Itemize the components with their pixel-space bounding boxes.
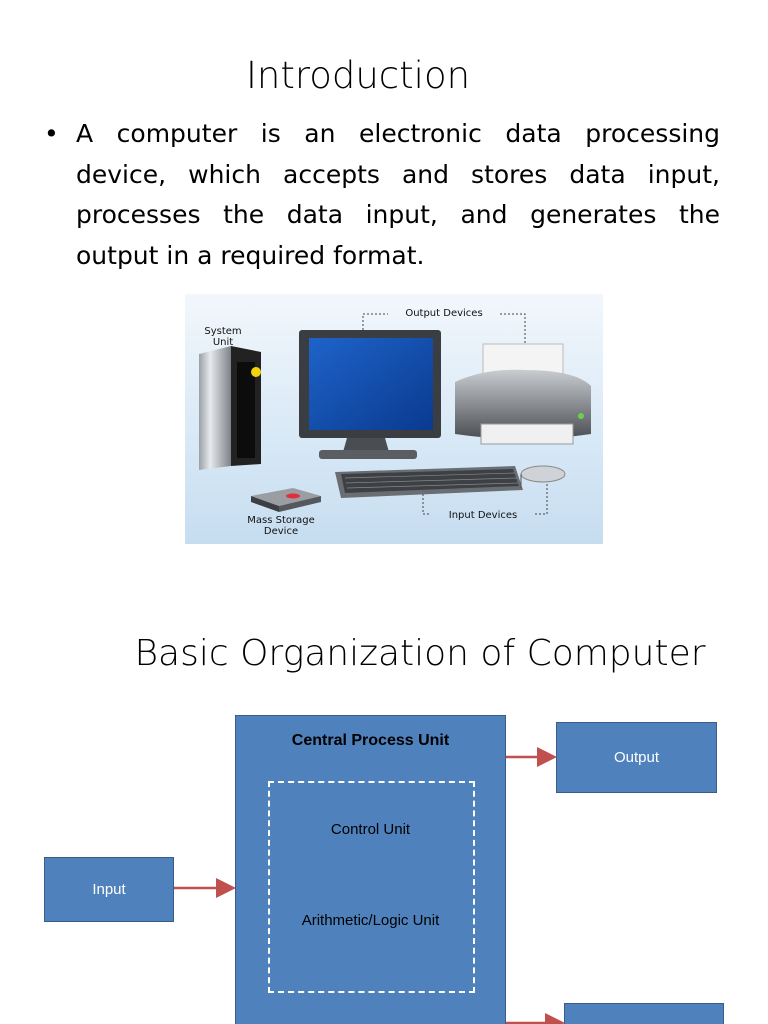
lower-box — [564, 1003, 724, 1024]
bullet-item — [44, 114, 720, 276]
cpu-title: Central Process Unit — [291, 732, 450, 749]
keyboard-icon — [335, 466, 523, 498]
system-unit-label-line1: System — [204, 326, 242, 337]
slide-basic-organization — [0, 585, 768, 1024]
alu-label: Arithmetic/Logic Unit — [301, 912, 440, 929]
control-unit-label: Control Unit — [330, 821, 411, 838]
cpu-inner-units-frame — [268, 781, 475, 993]
output-box — [556, 722, 717, 793]
bullet-dot-icon: • — [44, 119, 59, 148]
input-box — [44, 857, 174, 922]
computer-organization-diagram — [0, 585, 768, 1024]
output-label: Output — [613, 749, 660, 766]
monitor-icon — [299, 330, 441, 459]
mass-storage-icon — [251, 488, 321, 512]
output-devices-label: Output Devices — [405, 308, 483, 319]
mass-storage-label-line2: Device — [263, 526, 299, 537]
slide-title: Introduction — [245, 54, 471, 97]
input-devices-label: Input Devices — [448, 510, 518, 521]
bullet-list — [44, 114, 720, 276]
system-unit-icon — [199, 346, 261, 470]
mass-storage-label-line1: Mass Storage — [247, 515, 315, 526]
printer-icon — [455, 344, 591, 444]
cpu-box — [235, 715, 506, 1024]
computer-system-illustration — [185, 294, 603, 544]
slide-title: Basic Organization of Computer — [134, 633, 706, 674]
mouse-icon — [521, 466, 565, 488]
bullet-text: A computer is an electronic data processing device, which accepts and stores data input, processes the data input, and generates the output in a required format. — [76, 119, 720, 270]
input-label: Input — [92, 881, 126, 898]
system-unit-label-line2: Unit — [212, 337, 234, 348]
